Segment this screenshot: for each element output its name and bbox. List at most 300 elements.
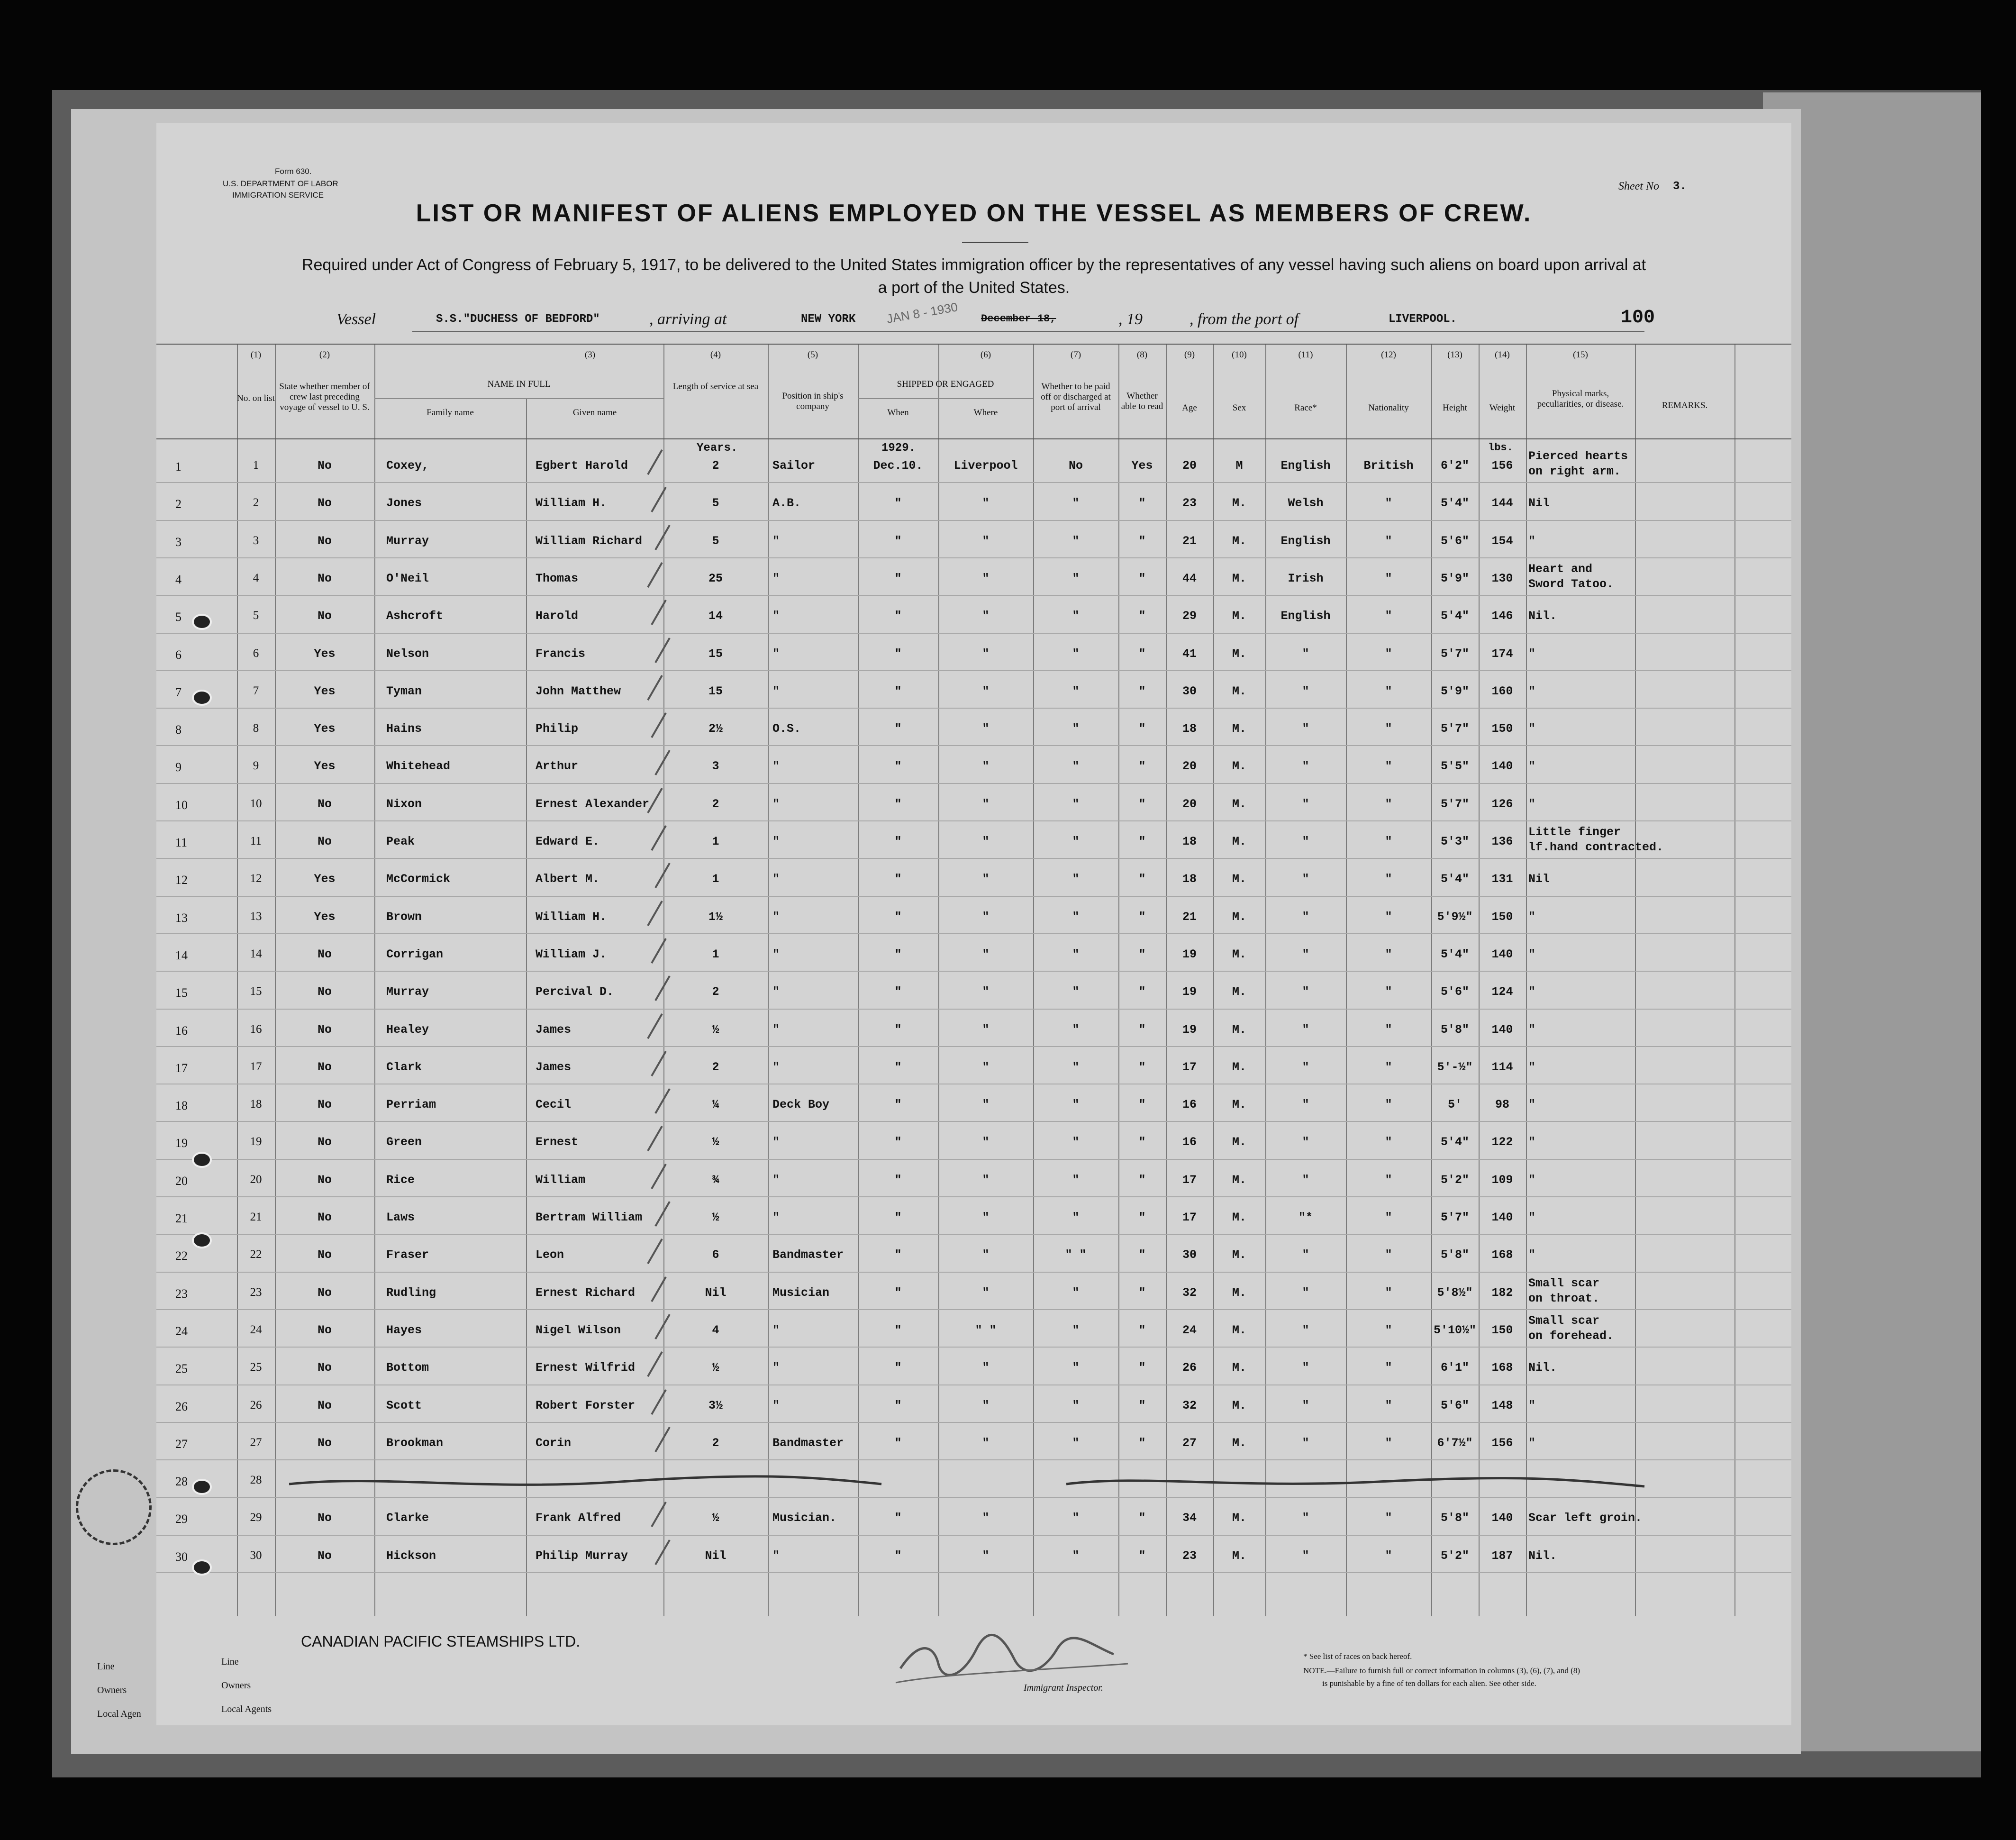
cell-marks: " xyxy=(1528,759,1536,773)
cell-sex: M. xyxy=(1232,1135,1246,1149)
header-race: Race* xyxy=(1294,403,1317,413)
cancelled-row-line xyxy=(289,1470,1711,1498)
cell-length: 6 xyxy=(712,1248,719,1262)
cell-given: James xyxy=(536,1023,572,1037)
row-number: 5 xyxy=(253,609,259,622)
cell-length: ¼ xyxy=(712,1098,719,1111)
cell-nat: " xyxy=(1385,1399,1392,1412)
cell-state: No xyxy=(317,1098,332,1111)
row-rule xyxy=(156,595,1791,596)
column-rule xyxy=(768,344,769,1616)
column-number: (10) xyxy=(1232,350,1247,360)
check-mark xyxy=(654,1427,670,1452)
cell-when: " xyxy=(894,572,902,585)
cell-age: 24 xyxy=(1182,1323,1197,1337)
cell-paid: " xyxy=(1072,609,1080,623)
cell-nat: " xyxy=(1385,985,1392,999)
cell-length: 25 xyxy=(708,572,723,585)
cell-race: " xyxy=(1302,1286,1309,1300)
cell-read: " xyxy=(1138,1323,1146,1337)
cell-read: " xyxy=(1138,1248,1146,1262)
cell-length: 1 xyxy=(712,947,719,961)
row-rule xyxy=(156,1572,1791,1573)
cell-where: " xyxy=(982,1060,990,1074)
cell-race: Irish xyxy=(1288,572,1324,585)
cell-given: Thomas xyxy=(536,572,579,585)
cell-length: 2 xyxy=(712,1436,719,1450)
cell-weight: 150 xyxy=(1491,1323,1513,1337)
cell-when: " xyxy=(894,1098,902,1111)
header-nationality: Nationality xyxy=(1368,403,1409,413)
header-state: State whether member of crew last preceding voyage of vessel to U. S. xyxy=(279,382,370,412)
cell-position: O.S. xyxy=(772,722,801,736)
cell-length: 2 xyxy=(712,1060,719,1074)
cell-age: 17 xyxy=(1182,1211,1197,1224)
cell-where: " xyxy=(982,910,990,924)
cell-where: " xyxy=(982,759,990,773)
vessel-label: Vessel xyxy=(336,310,376,328)
cell-position: " xyxy=(772,1173,780,1187)
cell-marks-line2: on forehead. xyxy=(1528,1329,1614,1343)
cell-height: 5'9" xyxy=(1440,572,1469,585)
check-mark xyxy=(647,788,663,813)
cell-read: " xyxy=(1138,985,1146,999)
header-where: Where xyxy=(973,408,998,418)
arriving-label: , arriving at xyxy=(649,310,727,328)
cell-marks-line2: Sword Tatoo. xyxy=(1528,577,1614,591)
cell-length: 2½ xyxy=(708,722,723,736)
row-rule xyxy=(156,1347,1791,1348)
cell-nat: " xyxy=(1385,759,1392,773)
cell-weight: 122 xyxy=(1491,1135,1513,1149)
cell-given: Robert Forster xyxy=(536,1399,636,1412)
margin-row-number: 29 xyxy=(175,1512,188,1526)
cell-marks: " xyxy=(1528,910,1536,924)
cell-state: No xyxy=(317,797,332,811)
margin-row-number: 23 xyxy=(175,1287,188,1301)
cell-nat: " xyxy=(1385,1511,1392,1525)
cell-when: " xyxy=(894,1135,902,1149)
cell-position: Musician xyxy=(772,1286,830,1300)
row-rule xyxy=(156,896,1791,897)
cell-age: 23 xyxy=(1182,496,1197,510)
row-number: 30 xyxy=(250,1549,262,1562)
cell-length: 3 xyxy=(712,759,719,773)
cell-sex: M. xyxy=(1232,1098,1246,1111)
cell-state: No xyxy=(317,572,332,585)
row-number: 26 xyxy=(250,1399,262,1412)
margin-row-number: 16 xyxy=(175,1024,188,1038)
row-rule xyxy=(156,1159,1791,1160)
cell-marks: Little finger xyxy=(1528,825,1621,839)
cell-read: " xyxy=(1138,1361,1146,1375)
cell-given: Corin xyxy=(536,1436,572,1450)
check-mark xyxy=(647,675,663,701)
cell-given: Harold xyxy=(536,609,579,623)
cell-sex: M. xyxy=(1232,496,1246,510)
cell-nat: " xyxy=(1385,1436,1392,1450)
cell-state: No xyxy=(317,459,332,473)
cell-sex: M. xyxy=(1232,1060,1246,1074)
cell-position: " xyxy=(772,572,780,585)
cell-where: " xyxy=(982,947,990,961)
cell-position: " xyxy=(772,1399,780,1412)
cell-nat: " xyxy=(1385,684,1392,698)
cell-where: " " xyxy=(975,1323,997,1337)
units-years: Years. xyxy=(697,442,738,455)
cell-given: William H. xyxy=(536,496,607,510)
row-rule xyxy=(156,1309,1791,1310)
cell-weight: 109 xyxy=(1491,1173,1513,1187)
cell-age: 19 xyxy=(1182,1023,1197,1037)
cell-nat: " xyxy=(1385,1098,1392,1111)
cell-length: 1 xyxy=(712,872,719,886)
cell-race: " xyxy=(1302,1323,1309,1337)
cell-state: No xyxy=(317,1323,332,1337)
cell-when: " xyxy=(894,722,902,736)
cell-position: Bandmaster xyxy=(772,1248,844,1262)
cell-age: 19 xyxy=(1182,985,1197,999)
row-number: 22 xyxy=(250,1248,262,1261)
cell-when: " xyxy=(894,910,902,924)
cell-family: McCormick xyxy=(386,872,451,886)
cell-weight: 146 xyxy=(1491,609,1513,623)
cell-age: 30 xyxy=(1182,684,1197,698)
cell-where: " xyxy=(982,1361,990,1375)
cell-race: " xyxy=(1302,684,1309,698)
cell-given: William xyxy=(536,1173,586,1187)
cell-read: " xyxy=(1138,609,1146,623)
struck-date: December 18, xyxy=(981,313,1056,325)
margin-row-number: 4 xyxy=(175,573,182,586)
races-note: * See list of races on back hereof. xyxy=(1303,1652,1412,1661)
cell-nat: " xyxy=(1385,1135,1392,1149)
cell-marks: " xyxy=(1528,722,1536,736)
cell-marks: " xyxy=(1528,1211,1536,1224)
cell-marks: Nil. xyxy=(1528,609,1557,623)
cell-state: Yes xyxy=(314,647,336,661)
sheet-number: 3. xyxy=(1673,180,1687,193)
cell-race: " xyxy=(1302,835,1309,848)
cell-age: 29 xyxy=(1182,609,1197,623)
cell-age: 17 xyxy=(1182,1060,1197,1074)
cell-height: 6'2" xyxy=(1440,459,1469,473)
cell-given: Philip xyxy=(536,722,579,736)
cell-weight: 156 xyxy=(1491,1436,1513,1450)
cell-read: Yes xyxy=(1131,459,1153,473)
cell-when: " xyxy=(894,1323,902,1337)
header-shipped: SHIPPED OR ENGAGED xyxy=(897,379,994,389)
check-mark xyxy=(654,863,670,888)
row-rule xyxy=(156,933,1791,934)
cell-nat: " xyxy=(1385,1549,1392,1563)
cell-age: 19 xyxy=(1182,947,1197,961)
cell-position: Bandmaster xyxy=(772,1436,844,1450)
check-mark xyxy=(654,525,670,550)
cell-given: Leon xyxy=(536,1248,564,1262)
cell-sex: M. xyxy=(1232,985,1246,999)
inspector-label: Immigrant Inspector. xyxy=(1024,1683,1103,1693)
cell-length: 4 xyxy=(712,1323,719,1337)
row-number: 29 xyxy=(250,1511,262,1524)
cell-where: " xyxy=(982,647,990,661)
row-number: 19 xyxy=(250,1135,262,1148)
cell-weight: 140 xyxy=(1491,1511,1513,1525)
owners-label: Owners xyxy=(221,1680,251,1691)
cell-marks: " xyxy=(1528,684,1536,698)
cell-given: Ernest Alexander xyxy=(536,797,650,811)
row-rule xyxy=(156,1422,1791,1423)
cell-position: " xyxy=(772,947,780,961)
column-number: (6) xyxy=(980,350,991,360)
cell-family: Bottom xyxy=(386,1361,429,1375)
cell-where: " xyxy=(982,797,990,811)
cell-read: " xyxy=(1138,797,1146,811)
margin-row-number: 7 xyxy=(175,685,182,699)
row-number: 15 xyxy=(250,985,262,998)
cell-paid: " xyxy=(1072,1436,1080,1450)
check-mark xyxy=(647,562,663,588)
cell-race: " xyxy=(1302,1399,1309,1412)
check-mark xyxy=(654,1314,670,1339)
cell-weight: 154 xyxy=(1491,534,1513,548)
cell-position: " xyxy=(772,1361,780,1375)
row-rule xyxy=(156,1459,1791,1460)
cell-given: Edward E. xyxy=(536,835,600,848)
cell-nat: " xyxy=(1385,835,1392,848)
cell-nat: " xyxy=(1385,947,1392,961)
cell-position: " xyxy=(772,872,780,886)
cell-given: Nigel Wilson xyxy=(536,1323,621,1337)
cell-marks-line2: on right arm. xyxy=(1528,465,1621,478)
cell-paid: " xyxy=(1072,496,1080,510)
cell-read: " xyxy=(1138,722,1146,736)
column-number: (8) xyxy=(1136,350,1148,360)
row-rule xyxy=(156,820,1791,821)
cell-position: Deck Boy xyxy=(772,1098,830,1111)
cell-length: 2 xyxy=(712,985,719,999)
row-rule xyxy=(156,557,1791,558)
cell-read: " xyxy=(1138,1173,1146,1187)
cell-state: No xyxy=(317,534,332,548)
arriving-port: NEW YORK xyxy=(801,313,856,326)
agents-label: Local Agents xyxy=(221,1704,272,1714)
cell-given: Ernest Wilfrid xyxy=(536,1361,636,1375)
check-mark xyxy=(654,1088,670,1114)
cell-paid: " xyxy=(1072,1060,1080,1074)
cell-sex: M. xyxy=(1232,1436,1246,1450)
cell-weight: 140 xyxy=(1491,1211,1513,1224)
cell-when: " xyxy=(894,1361,902,1375)
punch-hole xyxy=(192,614,212,630)
cell-weight: 174 xyxy=(1491,647,1513,661)
cell-nat: " xyxy=(1385,1323,1392,1337)
cell-height: 5'9" xyxy=(1440,684,1469,698)
cell-weight: 160 xyxy=(1491,684,1513,698)
cell-marks: Nil. xyxy=(1528,1549,1557,1563)
cell-paid: " xyxy=(1072,722,1080,736)
margin-row-number: 11 xyxy=(175,836,188,849)
cell-paid: " xyxy=(1072,684,1080,698)
cell-when: " xyxy=(894,1211,902,1224)
cell-where: " xyxy=(982,1098,990,1111)
cell-where: " xyxy=(982,1135,990,1149)
cell-age: 26 xyxy=(1182,1361,1197,1375)
cell-age: 30 xyxy=(1182,1248,1197,1262)
cell-paid: " xyxy=(1072,1361,1080,1375)
row-number: 13 xyxy=(250,910,262,923)
cell-sex: M. xyxy=(1232,572,1246,585)
cell-marks: " xyxy=(1528,1098,1536,1111)
check-mark xyxy=(654,1539,670,1565)
cell-height: 5'3" xyxy=(1440,835,1469,848)
check-mark xyxy=(654,975,670,1001)
column-number: (7) xyxy=(1070,350,1081,360)
cell-paid: " xyxy=(1072,1211,1080,1224)
cell-family: Hayes xyxy=(386,1323,422,1337)
cell-age: 44 xyxy=(1182,572,1197,585)
cell-family: Clark xyxy=(386,1060,422,1074)
header-physical-marks: Physical marks, peculiarities, or disease. xyxy=(1537,389,1624,409)
row-rule xyxy=(156,520,1791,521)
cell-sex: M. xyxy=(1232,759,1246,773)
cell-weight: 114 xyxy=(1491,1060,1513,1074)
cell-paid: " xyxy=(1072,1173,1080,1187)
check-mark xyxy=(654,750,670,775)
cell-state: No xyxy=(317,1361,332,1375)
page-number: 100 xyxy=(1621,307,1655,328)
outer-agents-label: Local Agen xyxy=(97,1709,141,1719)
cell-given: William J. xyxy=(536,947,607,961)
cell-when: " xyxy=(894,609,902,623)
cell-sex: M. xyxy=(1232,872,1246,886)
cell-where: Liverpool xyxy=(954,459,1018,473)
punch-hole xyxy=(192,1232,212,1248)
header-paid-off: Whether to be paid off or discharged at port of arrival xyxy=(1041,382,1111,412)
row-number: 12 xyxy=(250,872,262,885)
cell-when: " xyxy=(894,985,902,999)
cell-weight: 156 xyxy=(1491,459,1513,473)
cell-family: Healey xyxy=(386,1023,429,1037)
cell-read: " xyxy=(1138,1211,1146,1224)
column-number: (15) xyxy=(1573,350,1588,360)
column-number: (9) xyxy=(1184,350,1195,360)
cell-when: " xyxy=(894,1173,902,1187)
cell-where: " xyxy=(982,835,990,848)
check-mark xyxy=(647,901,663,926)
cell-when: " xyxy=(894,1399,902,1412)
row-number: 8 xyxy=(253,722,259,735)
margin-row-number: 30 xyxy=(175,1550,188,1564)
row-rule xyxy=(156,633,1791,634)
cell-given: William H. xyxy=(536,910,607,924)
cell-state: No xyxy=(317,985,332,999)
cell-sex: M. xyxy=(1232,1211,1246,1224)
cell-age: 18 xyxy=(1182,872,1197,886)
cell-length: 3½ xyxy=(708,1399,723,1412)
cell-paid: " xyxy=(1072,1286,1080,1300)
cell-read: " xyxy=(1138,647,1146,661)
cell-family: Coxey, xyxy=(386,459,429,473)
cell-position: " xyxy=(772,1211,780,1224)
cell-race: " xyxy=(1302,1361,1309,1375)
cell-sex: M xyxy=(1235,459,1243,473)
cell-read: " xyxy=(1138,1399,1146,1412)
punch-hole xyxy=(192,1559,212,1576)
cell-height: 5'4" xyxy=(1440,609,1469,623)
cell-state: Yes xyxy=(314,759,336,773)
cell-length: ½ xyxy=(712,1361,719,1375)
row-number: 17 xyxy=(250,1060,262,1073)
cell-length: 2 xyxy=(712,797,719,811)
cell-state: Yes xyxy=(314,910,336,924)
header-height: Height xyxy=(1443,403,1467,413)
cell-age: 20 xyxy=(1182,797,1197,811)
circular-stamp xyxy=(76,1469,152,1545)
cell-sex: M. xyxy=(1232,1248,1246,1262)
cell-given: James xyxy=(536,1060,572,1074)
margin-row-number: 15 xyxy=(175,986,188,1000)
cell-state: No xyxy=(317,609,332,623)
cell-read: " xyxy=(1138,684,1146,698)
cell-paid: " xyxy=(1072,1023,1080,1037)
cell-race: " xyxy=(1302,1060,1309,1074)
cell-family: Brookman xyxy=(386,1436,444,1450)
cell-when: " xyxy=(894,1436,902,1450)
cell-sex: M. xyxy=(1232,1549,1246,1563)
cell-length: 5 xyxy=(712,496,719,510)
company-name: CANADIAN PACIFIC STEAMSHIPS LTD. xyxy=(301,1633,581,1650)
cell-race: " xyxy=(1302,1173,1309,1187)
row-rule xyxy=(156,1121,1791,1122)
cell-sex: M. xyxy=(1232,1361,1246,1375)
row-number: 18 xyxy=(250,1098,262,1111)
service-label: IMMIGRATION SERVICE xyxy=(232,191,324,200)
cell-weight: 150 xyxy=(1491,722,1513,736)
cell-read: " xyxy=(1138,572,1146,585)
check-mark xyxy=(654,1201,670,1227)
cell-length: ½ xyxy=(712,1511,719,1525)
cell-when: " xyxy=(894,759,902,773)
cell-height: 5'4" xyxy=(1440,872,1469,886)
cell-when: " xyxy=(894,797,902,811)
row-rule xyxy=(156,1196,1791,1197)
check-mark xyxy=(647,1126,663,1151)
cell-sex: M. xyxy=(1232,609,1246,623)
column-number: (3) xyxy=(584,350,596,360)
row-number: 28 xyxy=(250,1474,262,1486)
cell-where: " xyxy=(982,1173,990,1187)
cell-family: Clarke xyxy=(386,1511,429,1525)
cell-paid: " xyxy=(1072,947,1080,961)
cell-race: "* xyxy=(1298,1211,1313,1224)
cell-given: Arthur xyxy=(536,759,579,773)
cell-state: No xyxy=(317,496,332,510)
cell-height: 5'7" xyxy=(1440,1211,1469,1224)
cell-given: Ernest xyxy=(536,1135,579,1149)
cell-where: " xyxy=(982,1211,990,1224)
cell-state: No xyxy=(317,1023,332,1037)
line-label: Line xyxy=(221,1657,239,1667)
column-number: (5) xyxy=(807,350,818,360)
check-mark xyxy=(647,1239,663,1264)
cell-length: 15 xyxy=(708,647,723,661)
cell-where: " xyxy=(982,496,990,510)
cell-height: 5'2" xyxy=(1440,1173,1469,1187)
cell-age: 34 xyxy=(1182,1511,1197,1525)
cell-family: Rice xyxy=(386,1173,415,1187)
cell-state: No xyxy=(317,1060,332,1074)
